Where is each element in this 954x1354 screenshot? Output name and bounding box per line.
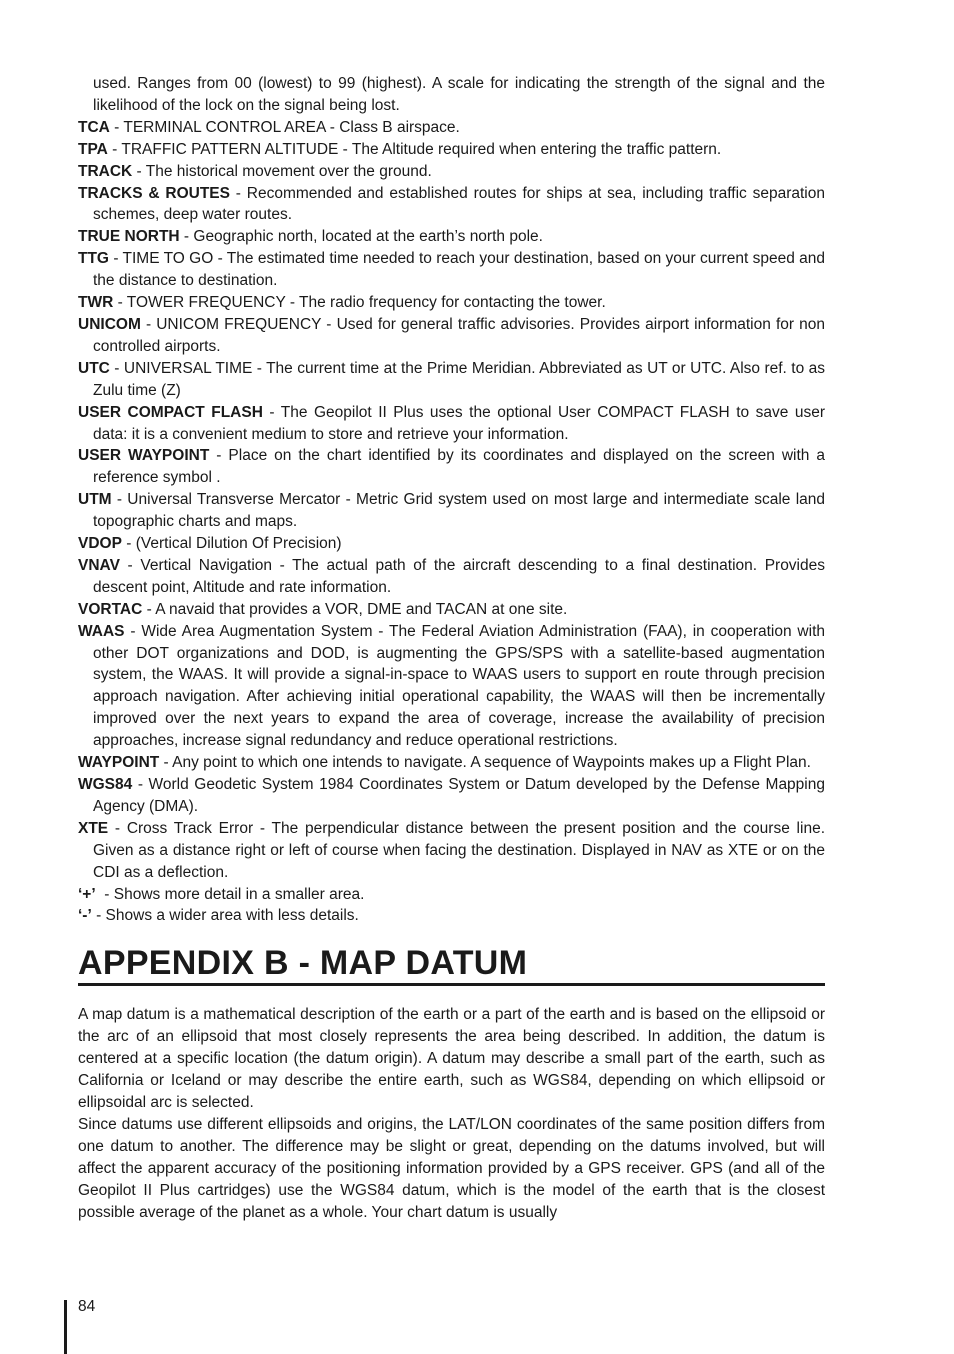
glossary-definition: - Place on the chart identified by its coordinates and displayed on the screen with a reference symbol . [93,447,825,487]
glossary-definition: - Universal Transverse Mercator - Metric Grid system used on most large and intermediate scale land topographic charts and maps. [93,491,825,531]
glossary-entry-user-waypoint [78,445,825,489]
glossary-definition: - Wide Area Augmentation System - The Federal Aviation Administration (FAA), in cooperation with other DOT organizations and DOD, is augmenting the GPS/SPS with a satellite-based augmentation system, the WAAS. It will provide a signal-in-space to WAAS users to support en route through precision approach navigation. After achieving initial operational capability, the WAAS will then be incrementally improved over the next years to expand the area of coverage, increase the availability of precision approaches, increase signal redundancy and reduce operational restrictions. [93,622,825,750]
glossary-definition: - Recommended and established routes for ships at sea, including traffic separation schemes, deep water routes. [93,184,825,224]
glossary-definition: - TRAFFIC PATTERN ALTITUDE - The Altitude required when entering the traffic pattern. [107,140,722,158]
glossary-definition: - UNICOM FREQUENCY - Used for general traffic advisories. Provides airport information for non controlled airports. [93,315,825,355]
glossary-entry-utc [78,358,825,402]
glossary-term: ‘+’ [78,885,96,903]
glossary-entry-tca [78,117,825,139]
glossary-entry-true-north [78,226,825,248]
glossary-entry-xte [78,818,825,884]
glossary-list [78,73,825,927]
glossary-entry-minus [78,905,825,927]
glossary-definition: - TERMINAL CONTROL AREA - Class B airspace. [109,118,460,136]
page-margin-rule [64,1300,67,1354]
glossary-entry-user-compact-flash [78,402,825,446]
glossary-term: USER COMPACT FLASH [78,403,263,421]
glossary-term: TCA [78,118,110,136]
glossary-definition: - World Geodetic System 1984 Coordinates System or Datum developed by the Defense Mapping Agency (DMA). [93,776,825,815]
glossary-definition: - TIME TO GO - The estimated time needed to reach your destination, based on your current speed and the distance to destination. [93,250,825,290]
page-content [78,73,825,1223]
glossary-term: TRACKS & ROUTES [78,184,230,202]
glossary-term: UNICOM [78,315,141,333]
glossary-term: ‘-’ [78,907,92,925]
glossary-term: WGS84 [78,776,133,793]
glossary-definition: - Vertical Navigation - The actual path of the aircraft descending to a final destination. Provides descent point, Altitude and rate information. [93,556,825,596]
glossary-term: VORTAC [78,600,143,618]
glossary-term: VNAV [78,556,120,574]
glossary-entry-ttg [78,248,825,292]
glossary-definition: - UNIVERSAL TIME - The current time at the Prime Meridian. Abbreviated as UT or UTC. Also ref. to as Zulu time (Z) [93,359,825,399]
glossary-entry-vortac [78,599,825,621]
glossary-entry-waas [78,621,825,752]
glossary-term: WAAS [78,622,125,640]
glossary-definition: used. Ranges from 00 (lowest) to 99 (highest). A scale for indicating the strength of the signal and the likelihood of the lock on the signal being lost. [93,75,825,114]
glossary-definition: - The historical movement over the ground. [132,162,432,180]
glossary-definition: - The Geopilot II Plus uses the optional User COMPACT FLASH to save user data: it is a convenient medium to store and retrieve your information. [93,403,825,443]
glossary-term: XTE [78,819,109,837]
glossary-term: TRACK [78,162,133,180]
glossary-entry-wgs84 [78,774,825,818]
glossary-term: TPA [78,140,108,158]
glossary-entry-twr [78,292,825,314]
glossary-entry-unicom [78,314,825,358]
glossary-term: UTM [78,491,112,509]
appendix-paragraph: Since datums use different ellipsoids and origins, the LAT/LON coordinates of the same position differs from one datum to another. The difference may be slight or great, depending on the datums involved, but will affect the apparent accuracy of the positioning information provided by a GPS receiver. GPS (and all of the Geopilot II Plus cartridges) use the WGS84 datum, which is the model of the earth that is the closest possible average of the planet as a whole. Your chart datum is usually [78,1115,825,1221]
glossary-term: TRUE NORTH [78,228,180,246]
glossary-definition: - (Vertical Dilution Of Precision) [121,535,342,553]
glossary-definition: - TOWER FREQUENCY - The radio frequency for contacting the tower. [113,294,606,312]
glossary-definition: - Shows more detail in a smaller area. [95,885,365,903]
appendix-paragraph: A map datum is a mathematical description of the earth or a part of the earth and is based on the ellipsoid or the arc of an ellipsoid that most closely represents the area being described. In addition, the datum is centered at a specific location (the datum origin). A datum may describe a small part of the earth, such as California or Iceland or may describe the entire earth, such as WGS84, depending on which ellipsoid or ellipsoidal arc is selected. [78,1006,825,1111]
glossary-definition: - Shows a wider area with less details. [91,907,359,925]
glossary-entry-utm [78,489,825,533]
glossary-entry-track [78,161,825,183]
appendix-body [78,1004,825,1223]
glossary-definition: - Any point to which one intends to navigate. A sequence of Waypoints makes up a Flight Plan. [159,754,811,772]
glossary-entry-continued [78,73,825,117]
appendix-heading: APPENDIX B - MAP DATUM [78,943,825,986]
glossary-definition: - Geographic north, located at the earth’s north pole. [179,228,543,246]
glossary-term: TTG [78,250,109,268]
glossary-term: USER WAYPOINT [78,447,210,465]
glossary-term: VDOP [78,535,122,553]
glossary-definition: - Cross Track Error - The perpendicular distance between the present position and the course line. Given as a distance right or left of course when facing the destination. Displayed in NAV as XTE or on the CDI as a deflection. [93,819,825,881]
glossary-entry-tracks-routes [78,183,825,227]
glossary-entry-tpa [78,139,825,161]
glossary-entry-vnav [78,555,825,599]
page-number: 84 [78,1298,96,1315]
glossary-entry-vdop [78,533,825,555]
glossary-entry-plus [78,884,825,906]
glossary-term: TWR [78,294,114,312]
glossary-term: WAYPOINT [78,754,160,772]
glossary-definition: - A navaid that provides a VOR, DME and TACAN at one site. [142,600,568,618]
glossary-term: UTC [78,359,110,377]
glossary-entry-waypoint [78,752,825,774]
